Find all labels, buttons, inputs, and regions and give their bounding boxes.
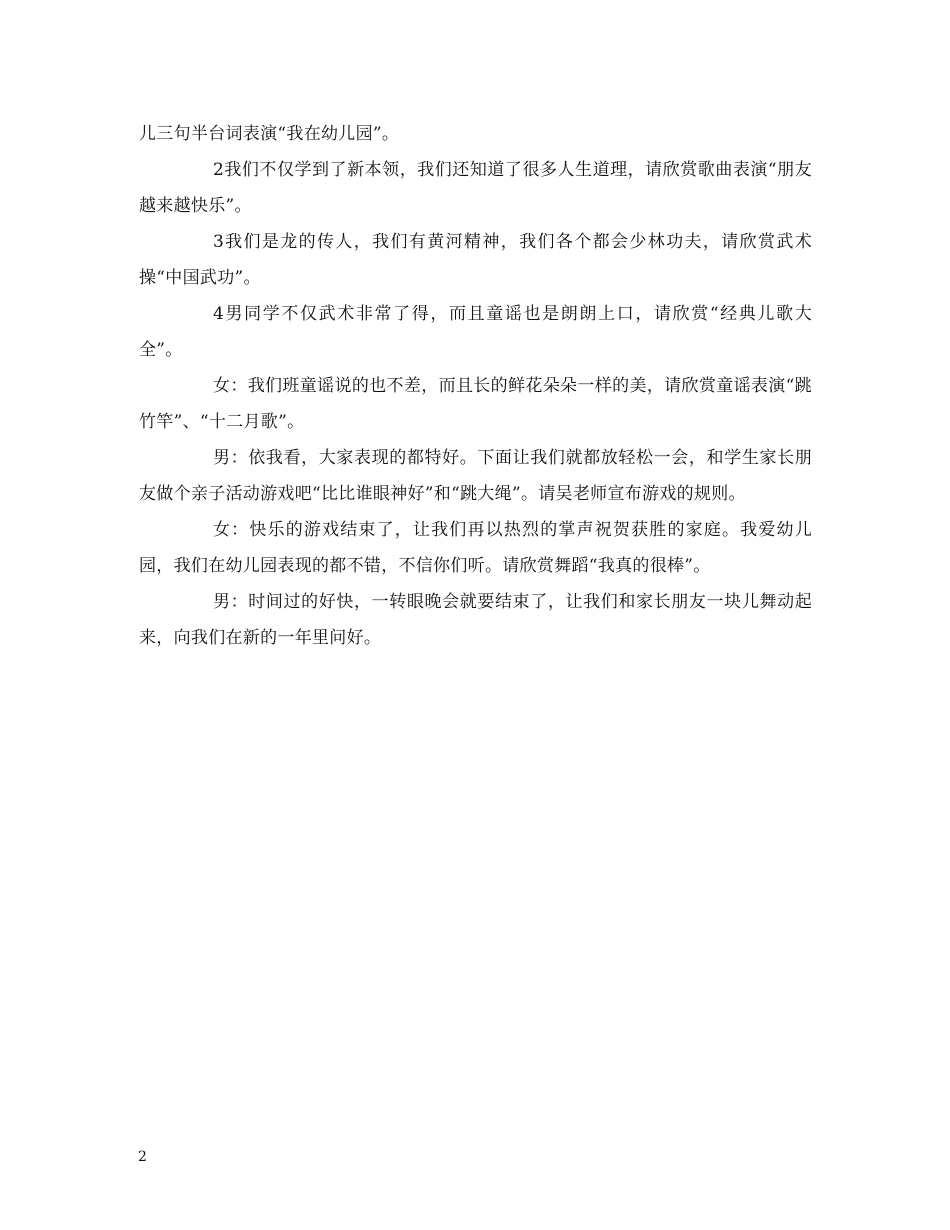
- document-body: [139, 116, 812, 656]
- paragraph-item-2: 2我们不仅学到了新本领，我们还知道了很多人生道理，请欣赏歌曲表演“朋友越来越快乐”。: [139, 160, 812, 216]
- paragraph-male-host-1: 男：依我看，大家表现的都特好。下面让我们就都放轻松一会，和学生家长朋友做个亲子活动游戏吧“比比谁眼神好”和“跳大绳”。请吴老师宣布游戏的规则。: [139, 448, 812, 504]
- paragraph-male-host-2: 男：时间过的好快，一转眼晚会就要结束了，让我们和家长朋友一块儿舞动起来，向我们在新的一年里问好。: [139, 592, 812, 648]
- paragraph-female-host-1: 女：我们班童谣说的也不差，而且长的鲜花朵朵一样的美，请欣赏童谣表演“跳竹竿”、“十二月歌”。: [139, 376, 812, 432]
- paragraph-item-3: 3我们是龙的传人，我们有黄河精神，我们各个都会少林功夫，请欣赏武术操“中国武功”。: [139, 232, 812, 288]
- paragraph-continuation: 儿三句半台词表演“我在幼儿园”。: [139, 124, 400, 144]
- paragraph-female-host-2: 女：快乐的游戏结束了，让我们再以热烈的掌声祝贺获胜的家庭。我爱幼儿园，我们在幼儿园表现的都不错，不信你们听。请欣赏舞蹈“我真的很棒”。: [139, 520, 812, 576]
- page-number: 2: [138, 1149, 147, 1165]
- paragraph-item-4: 4男同学不仅武术非常了得，而且童谣也是朗朗上口，请欣赏“经典儿歌大全”。: [139, 304, 812, 360]
